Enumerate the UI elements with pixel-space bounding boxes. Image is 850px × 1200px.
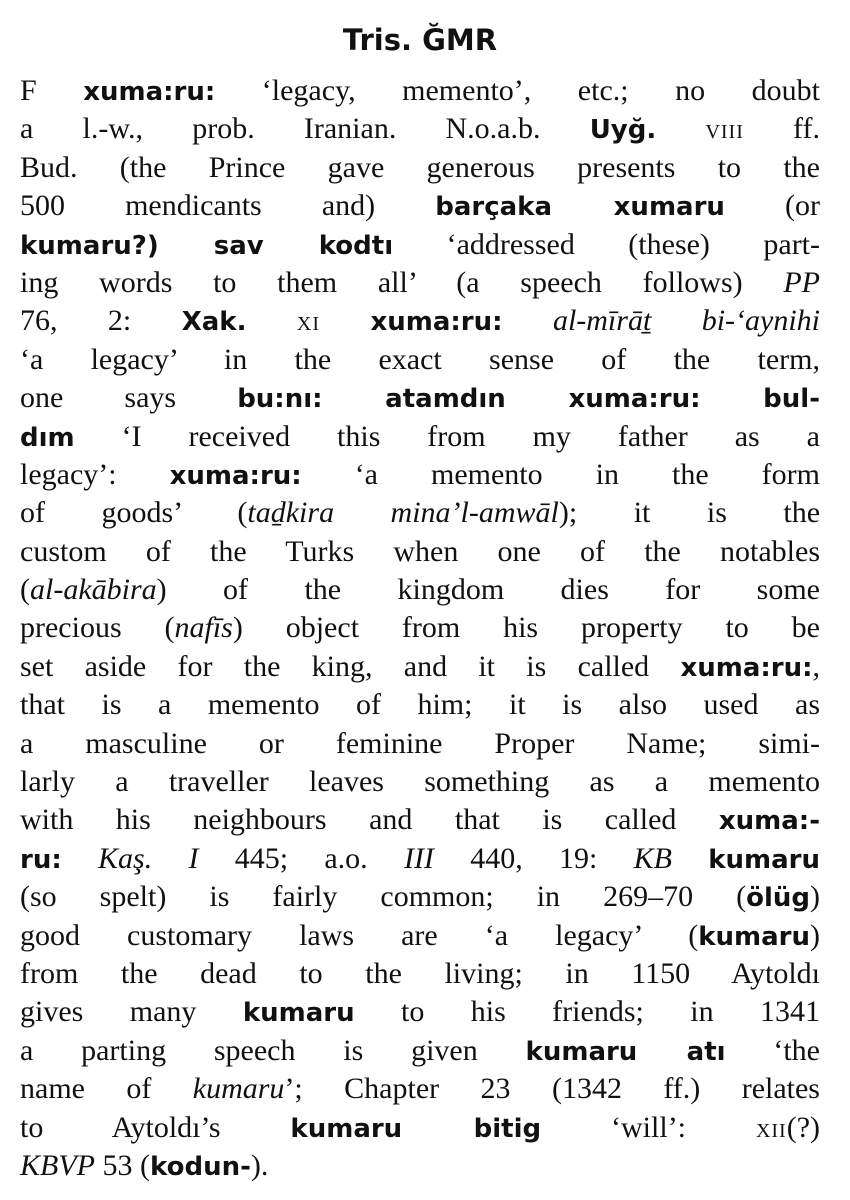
headword-text: kumaru (242, 998, 355, 1029)
headword-text: bu:nı: atamdın xuma:ru: bul- (237, 384, 820, 415)
entry-text: ’; Chapter 23 (1342 ff.) relates (284, 1072, 820, 1106)
entry-text: 445; a.o. (198, 841, 404, 875)
headword-text: kumaru atı (525, 1036, 726, 1067)
entry-line (20, 494, 820, 532)
italic-text: Kaş. I (98, 841, 199, 875)
italic-text: KBVP (20, 1148, 95, 1182)
entry-text: a l.-w., prob. Iranian. N.o.a.b. (20, 112, 590, 146)
entry-line (20, 1109, 820, 1147)
entry-line (20, 1070, 820, 1108)
entry-text: ‘the (725, 1033, 820, 1067)
headword-text: xuma:ru: (83, 77, 216, 107)
headword-text: Xak. (181, 307, 247, 338)
entry-line (20, 264, 820, 302)
headword-text: ru: (20, 844, 62, 875)
entry-line (20, 878, 820, 916)
entry-text: (?) (786, 1110, 820, 1144)
entry-text: ( (20, 573, 30, 607)
entry-text: F (20, 74, 84, 107)
headword-text: xuma:- (718, 806, 820, 837)
entry-line (20, 840, 820, 878)
entry-line (20, 955, 820, 993)
italic-text: PP (783, 265, 820, 299)
headword-text: dım (20, 422, 75, 453)
italic-text: al-mīrāṯ bi-‘aynihi (552, 304, 821, 338)
headword-text: ölüg (746, 883, 810, 914)
entry-text: ‘I received this from my father as a (74, 419, 820, 453)
entry-text: ‘a memento in the form (301, 457, 820, 491)
entry-text: to Aytoldı’s (20, 1110, 291, 1144)
entry-text: 76, 2: (20, 304, 182, 338)
entry-line (20, 341, 820, 379)
entry-text: ff. (743, 112, 820, 146)
entry-text: 53 ( (95, 1148, 150, 1182)
entry-line (20, 379, 820, 417)
entry-text: with his neighbours and that is called (20, 803, 719, 837)
entry-line (20, 917, 820, 955)
entry-text: , (812, 649, 820, 683)
entry-text: gives many (20, 995, 243, 1029)
entry-heading: Tris. ĞMR (342, 23, 498, 57)
entry-text: ing words to them all’ (a speech follows) (20, 265, 784, 299)
century-numeral: XI (296, 313, 321, 336)
entry-line (20, 226, 820, 264)
century-numeral: XII (755, 1119, 787, 1142)
entry-text (62, 842, 98, 875)
entry-text: good customary laws are ‘a legacy’ ( (20, 918, 699, 952)
entry-text: a masculine or feminine Proper Name; simi- (20, 726, 820, 760)
entry-line (20, 609, 820, 647)
italic-text: nafīs (174, 611, 233, 645)
headword-text: kumaru (698, 921, 810, 952)
entry-text: ‘addressed (these) part- (393, 227, 821, 261)
entry-line (20, 648, 820, 686)
entry-text: (or (724, 189, 821, 223)
italic-text: kumaru (192, 1072, 285, 1106)
entry-text: 500 mendicants and) (20, 189, 436, 223)
entry-text: ) object from his property to be (232, 611, 820, 645)
entry-text: Bud. (the Prince gave generous presents to the (20, 150, 820, 184)
entry-text: ‘legacy, memento’, etc.; no doubt (215, 74, 820, 107)
italic-text: taḏkira mina’l-amwāl (247, 496, 559, 530)
entry-body (20, 72, 820, 1185)
entry-text (503, 304, 553, 337)
entry-line (20, 993, 820, 1031)
entry-line (20, 110, 820, 148)
entry-line (20, 1147, 820, 1185)
entry-line (20, 418, 820, 456)
entry-text: that is a memento of him; it is also used as (20, 688, 820, 722)
entry-line (20, 149, 820, 187)
century-numeral: VIII (705, 121, 744, 144)
headword-text: kodun- (150, 1151, 251, 1182)
italic-text: KB (633, 841, 672, 875)
entry-line (20, 801, 820, 839)
entry-line (20, 187, 820, 225)
headword-text: barçaka xumaru (435, 192, 725, 223)
entry-text: legacy’: (20, 457, 170, 491)
entry-text: ) (810, 880, 820, 914)
headword-text: xuma:ru: (169, 460, 302, 491)
entry-text: custom of the Turks when one of the notables (20, 534, 820, 568)
headword-text: Uyğ. (589, 115, 657, 146)
entry-line (20, 1032, 820, 1070)
entry-text: a parting speech is given (20, 1033, 526, 1067)
entry-text: ); it is the (558, 496, 821, 530)
entry-text (656, 112, 705, 145)
entry-text: one says (20, 381, 238, 415)
entry-line (20, 686, 820, 724)
entry-text: of goods’ ( (20, 496, 248, 530)
entry-text: set aside for the king, and it is called (20, 649, 681, 683)
entry-text: (so spelt) is fairly common; in 269–70 ( (20, 880, 747, 914)
entry-text: ‘a legacy’ in the exact sense of the term, (20, 342, 820, 376)
entry-text (246, 304, 296, 337)
entry-line (20, 72, 820, 110)
headword-text: kumaru bitig (290, 1113, 542, 1144)
entry-text (320, 304, 370, 337)
headword-text: kumaru?) sav kodtı (20, 230, 394, 261)
headword-text: xuma:ru: (370, 307, 503, 338)
headword-text: kumaru (708, 844, 821, 875)
entry-text: ) of the kingdom dies for some (156, 573, 820, 607)
entry-text: ) (810, 918, 820, 952)
italic-text: al-akābira (30, 573, 157, 607)
entry-text: ). (250, 1148, 269, 1182)
italic-text: III (403, 841, 434, 875)
entry-text: ‘will’: (541, 1110, 756, 1144)
headword-text: xuma:ru: (680, 652, 813, 683)
entry-text: to his friends; in 1341 (354, 995, 820, 1029)
dictionary-page (20, 18, 820, 1185)
entry-text (672, 842, 708, 875)
entry-text: from the dead to the living; in 1150 Aytoldı (20, 956, 820, 990)
entry-line (20, 571, 820, 609)
entry-line (20, 763, 820, 801)
entry-text: larly a traveller leaves something as a memento (20, 765, 820, 799)
entry-line (20, 533, 820, 571)
entry-line (20, 725, 820, 763)
entry-text: 440, 19: (433, 841, 634, 875)
entry-text: name of (20, 1072, 193, 1106)
entry-line (20, 456, 820, 494)
entry-text: precious ( (20, 611, 175, 645)
entry-line (20, 302, 820, 340)
